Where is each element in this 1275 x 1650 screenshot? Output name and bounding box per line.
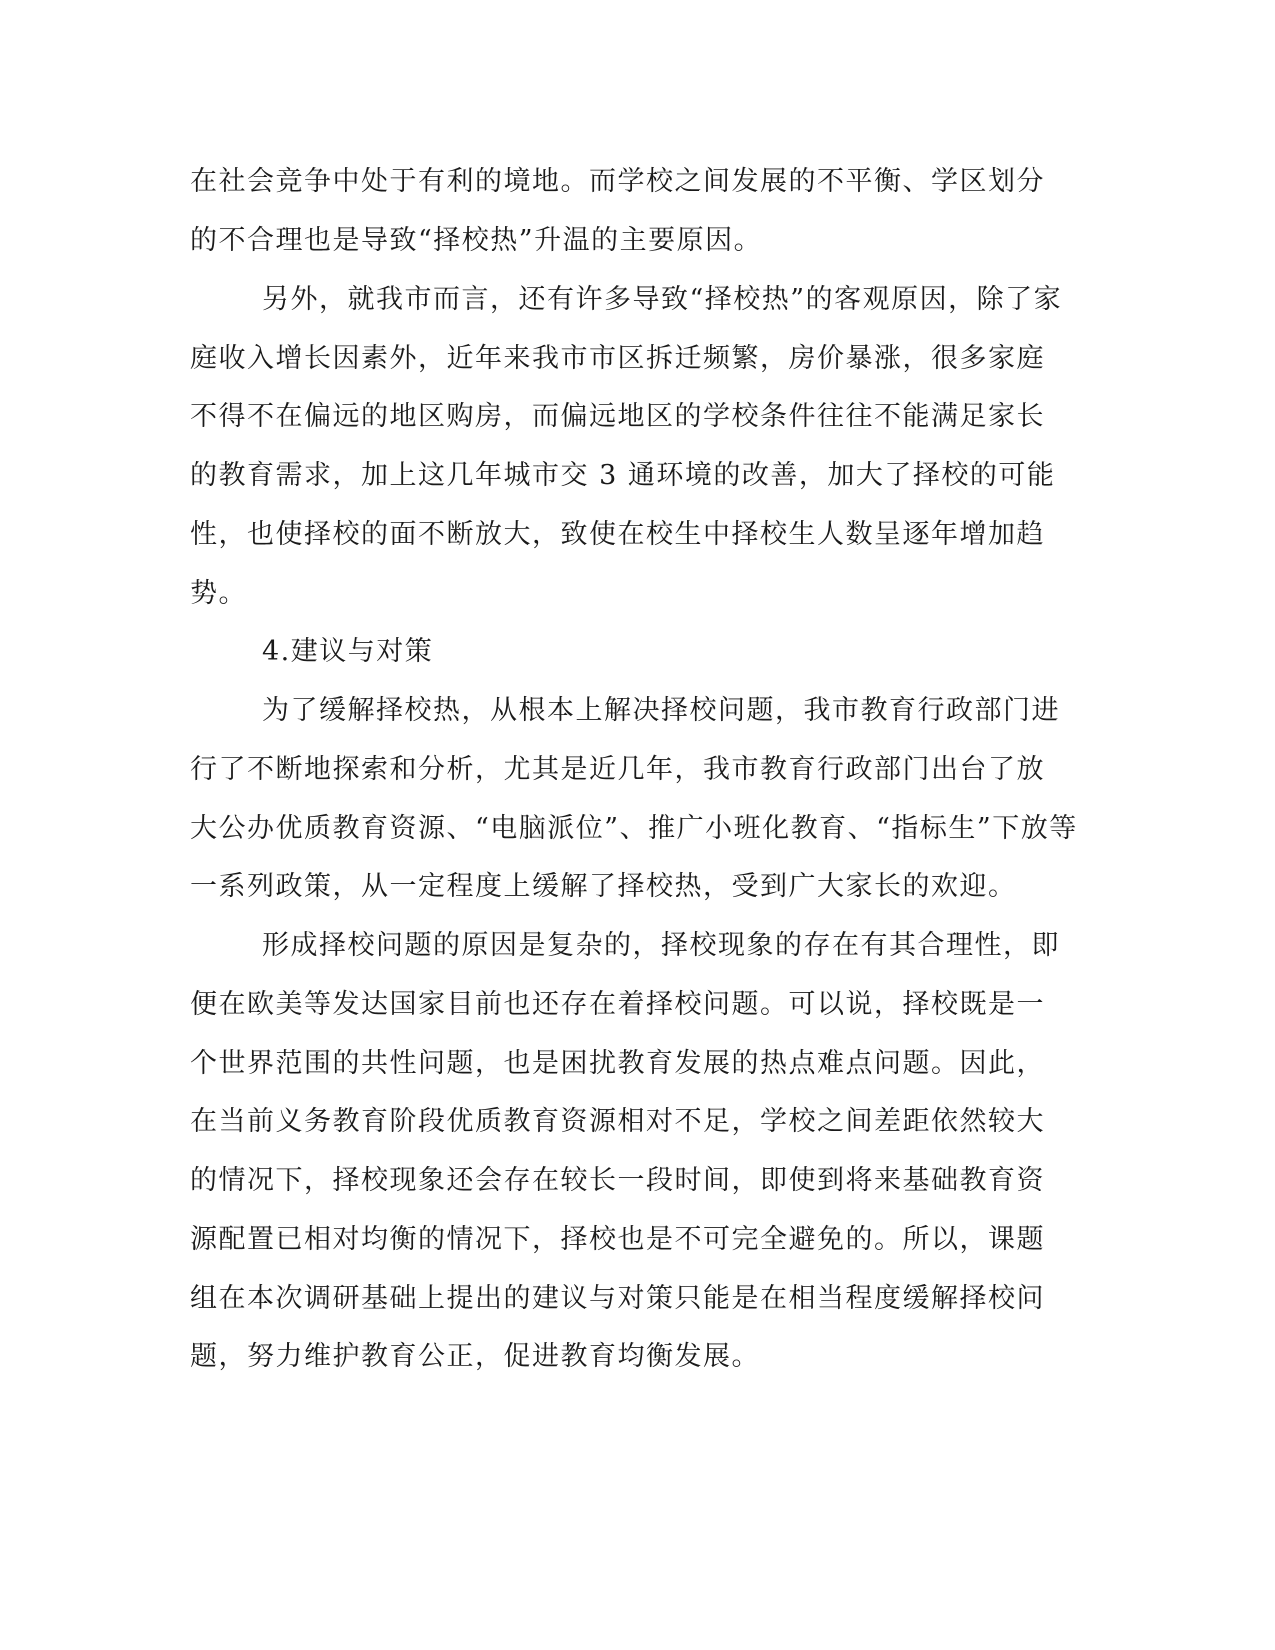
text-line: 的情况下，择校现象还会存在较长一段时间，即使到将来基础教育资 [190, 1165, 1045, 1196]
text-line: 的教育需求，加上这几年城市交 3 通环境的改善，加大了择校的可能 [190, 460, 1056, 491]
text-line: 的不合理也是导致“择校热”升温的主要原因。 [190, 225, 763, 256]
text-line: 在当前义务教育阶段优质教育资源相对不足，学校之间差距依然较大 [190, 1106, 1045, 1137]
text-line: 个世界范围的共性问题，也是困扰教育发展的热点难点问题。因此， [190, 1048, 1045, 1079]
text-line: 另外，就我市而言，还有许多导致“择校热”的客观原因，除了家 [262, 284, 1063, 315]
text-line: 源配置已相对均衡的情况下，择校也是不可完全避免的。所以，课题 [190, 1224, 1045, 1255]
text-line: 不得不在偏远的地区购房，而偏远地区的学校条件往往不能满足家长 [190, 401, 1045, 432]
text-line: 形成择校问题的原因是复杂的，择校现象的存在有其合理性，即 [262, 930, 1060, 961]
text-line: 庭收入增长因素外，近年来我市市区拆迁频繁，房价暴涨，很多家庭 [190, 343, 1045, 374]
text-line: 组在本次调研基础上提出的建议与对策只能是在相当程度缓解择校问 [190, 1283, 1045, 1314]
text-line: 为了缓解择校热，从根本上解决择校问题，我市教育行政部门进 [262, 695, 1060, 726]
text-line: 在社会竞争中处于有利的境地。而学校之间发展的不平衡、学区划分 [190, 166, 1045, 197]
section-heading: 4.建议与对策 [262, 636, 434, 667]
text-line: 势。 [190, 578, 247, 609]
text-line: 行了不断地探索和分析，尤其是近几年，我市教育行政部门出台了放 [190, 754, 1045, 785]
text-line: 一系列政策，从一定程度上缓解了择校热，受到广大家长的欢迎。 [190, 871, 1017, 902]
text-line: 题，努力维护教育公正，促进教育均衡发展。 [190, 1341, 760, 1372]
text-line: 性，也使择校的面不断放大，致使在校生中择校生人数呈逐年增加趋 [190, 519, 1045, 550]
text-line: 便在欧美等发达国家目前也还存在着择校问题。可以说，择校既是一 [190, 989, 1045, 1020]
text-line: 大公办优质教育资源、“电脑派位”、推广小班化教育、“指标生”下放等 [190, 813, 1078, 844]
